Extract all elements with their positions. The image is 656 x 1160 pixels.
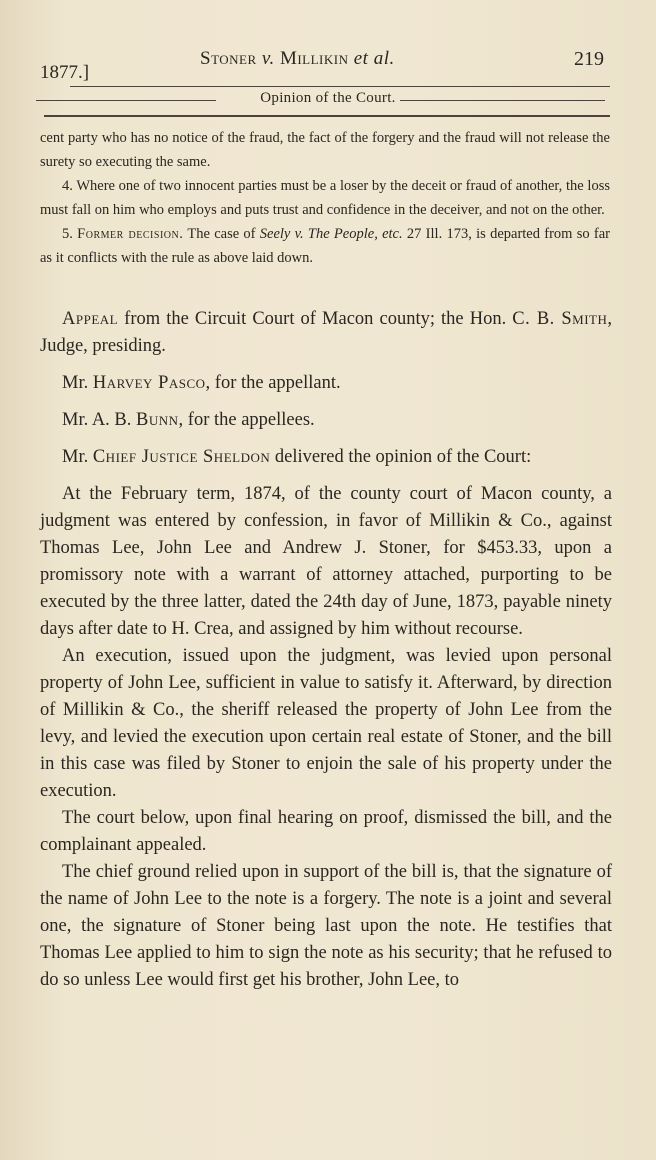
headnote-5-post: 27 Ill. 173, is departed from so far as it conflicts with the rule as above laid down. (40, 226, 610, 266)
headnote-5-case: Seely v. The People, etc. (259, 226, 403, 242)
case-versus: v. (261, 48, 275, 69)
appeal-presiding: , Judge, presiding. (40, 309, 613, 356)
counsel-appellant-post: , for the appellant. (205, 373, 341, 393)
counsel-appellee-post: , for the appellees. (178, 410, 315, 430)
counsel-appellant (40, 370, 612, 397)
appeal-line (40, 306, 612, 360)
opinion-heading: Opinion of the Court. (260, 90, 396, 106)
opinion-paragraph: The court below, upon final hearing on proof, dismissed the bill, and the complainant appealed. (40, 808, 612, 855)
case-plaintiff: Stoner (200, 48, 257, 69)
opinion-text (40, 481, 612, 994)
running-head (0, 0, 656, 120)
headnote-5-pre: The case of (183, 226, 260, 242)
appeal-court: from the Circuit Court of Macon county; the Hon. (118, 309, 507, 329)
counsel-appellee (40, 407, 612, 434)
term-year: 1877.] (40, 62, 90, 83)
counsel-appellee-pre: Mr. A. B. (62, 410, 137, 430)
case-et-al: et al. (353, 48, 395, 69)
headnote-5-number: 5. (62, 226, 73, 242)
delivered-post: delivered the opinion of the Court: (270, 447, 532, 467)
opinion-paragraph: At the February term, 1874, of the county court of Macon county, a judgment was entered by confession, in favor of Millikin & Co., against Thomas Lee, John Lee and Andrew J. Stoner, for $453.33, upon a promissory note with a warrant of attorney attached, purporting to be executed by the three latter, dated the 24th day of June, 1873, payable ninety days after date to H. Crea, and assigned by him without recourse. (40, 484, 612, 639)
page-number: 219 (574, 48, 604, 70)
counsel-appellant-name: Harvey Pasco (92, 373, 206, 393)
headnote-4: 4. Where one of two innocent parties must be a loser by the deceit or fraud of another, the loss must fall on him who employs and puts trust and confidence in the deceiver, and not on the other. (40, 178, 610, 218)
opinion-paragraph: The chief ground relied upon in support of the bill is, that the signature of the name of John Lee to the note is a forgery. The note is a joint and several one, the signature of Stoner being last upon the note. He testifies that Thomas Lee applied to him to sign the note as his security; that he refused to do so unless Lee would first get his brother, John Lee, to (40, 862, 612, 990)
headnote-continuation: cent party who has no notice of the fraud, the fact of the forgery and the fraud will not release the surety so executing the same. (40, 130, 610, 170)
case-defendant: Millikin (279, 48, 349, 69)
header-rule-bottom (44, 115, 610, 117)
case-title (200, 48, 395, 70)
appeal-lead: Appeal (62, 309, 119, 329)
header-rule (70, 86, 610, 87)
opinion-body (40, 306, 612, 994)
headnote-5-caption: Former decision. (77, 226, 184, 242)
delivered-name: Chief Justice Sheldon (92, 447, 271, 467)
headnote-5 (40, 222, 610, 270)
counsel-appellee-name: Bunn (136, 410, 179, 430)
delivered-pre: Mr. (62, 447, 93, 467)
appeal-judge: C. B. Smith (512, 309, 608, 329)
headnotes (40, 126, 610, 270)
opinion-paragraph: An execution, issued upon the judgment, was levied upon personal property of John Lee, sufficient in value to satisfy it. Afterward, by direction of Millikin & Co., the sheriff released the property of John Lee from the levy, and levied the execution upon certain real estate of Stoner, and the bill in this case was filed by Stoner to enjoin the sale of his property under the execution. (40, 646, 612, 801)
delivered-line (40, 444, 612, 471)
counsel-appellant-pre: Mr. (62, 373, 93, 393)
